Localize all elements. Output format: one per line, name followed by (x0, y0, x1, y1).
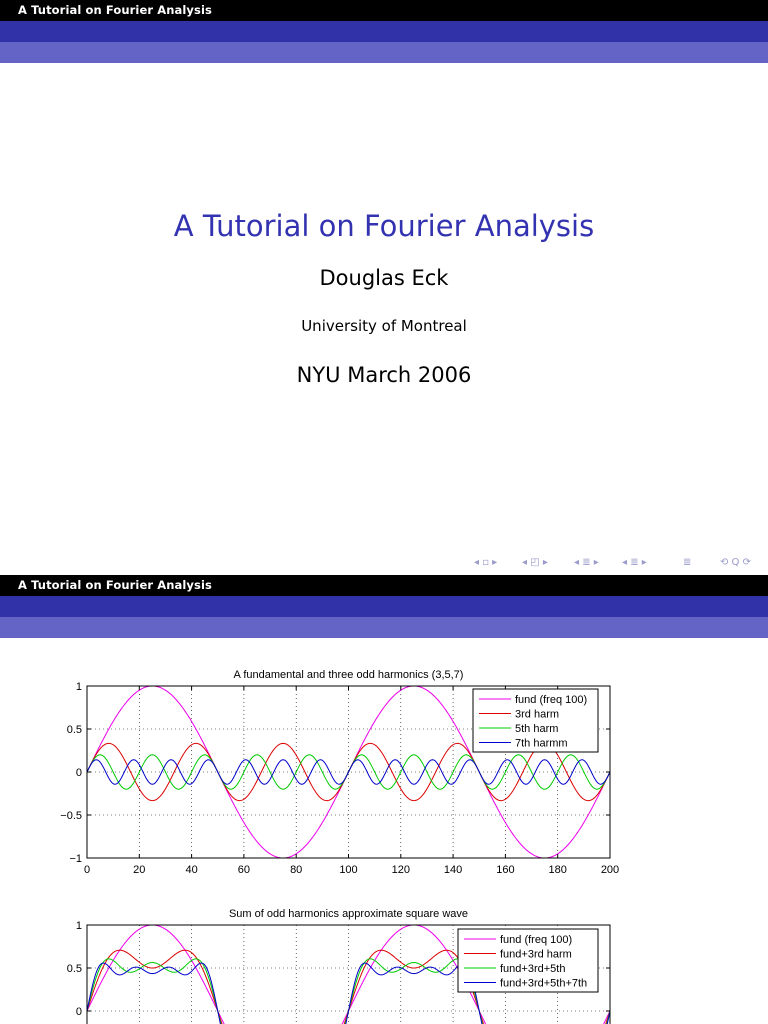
nav-search-icons[interactable]: ⟲ Q ⟳ (720, 557, 751, 568)
y-tick-label: 0 (75, 767, 82, 779)
x-tick-label: 0 (83, 864, 91, 875)
nav-doc-icon[interactable]: ≣ (683, 557, 692, 568)
nav-frame-icons[interactable]: ◂ ◰ ▸ (522, 557, 548, 568)
nav-section-icons[interactable]: ◂ ≣ ▸ (622, 557, 647, 568)
harmonics-chart (0, 655, 768, 875)
y-tick-label: 0.5 (66, 724, 82, 736)
legend-label: fund+3rd harm (500, 948, 572, 961)
chart-title: A fundamental and three odd harmonics (3,5,7) (233, 669, 464, 681)
legend-label: fund+3rd+5th (500, 963, 566, 975)
y-tick-label: 1 (75, 920, 82, 932)
legend-label: fund (freq 100) (500, 934, 573, 946)
chart-title: Sum of odd harmonics approximate square wave (228, 908, 469, 920)
y-tick-label: −0.5 (60, 810, 82, 822)
y-tick-label: −1 (69, 853, 82, 865)
nav-subsection-icons[interactable]: ◂ ≣ ▸ (574, 557, 599, 568)
x-tick-label: 60 (237, 864, 251, 875)
x-tick-label: 200 (600, 864, 620, 875)
header-band-light (0, 617, 768, 638)
navigation-bar (470, 553, 762, 573)
header-band-dark (0, 21, 768, 42)
x-tick-label: 120 (391, 864, 410, 875)
slide-header-bar (0, 0, 768, 21)
institution: University of Montreal (301, 317, 467, 335)
legend (458, 929, 598, 992)
chart-slide (0, 575, 768, 1024)
header-band-light (0, 42, 768, 63)
x-tick-label: 100 (339, 864, 358, 875)
presentation-title: A Tutorial on Fourier Analysis (173, 209, 595, 243)
x-tick-label: 140 (443, 864, 463, 875)
square-wave-chart (0, 900, 768, 1024)
legend-label: 5th harm (515, 723, 559, 735)
x-tick-label: 40 (185, 864, 198, 875)
x-tick-label: 20 (133, 864, 146, 875)
author-name: Douglas Eck (319, 266, 449, 290)
header-band-dark (0, 596, 768, 617)
presentation-date: NYU March 2006 (296, 363, 472, 387)
legend-label: 3rd harm (515, 708, 560, 721)
x-tick-label: 160 (496, 864, 515, 875)
legend-label: 7th harmm (515, 737, 568, 750)
nav-slide-icons[interactable]: ◂ ▫ ▸ (474, 557, 498, 568)
y-tick-label: 0.5 (66, 963, 82, 975)
slide-header-bar (0, 575, 768, 596)
legend-label: fund+3rd+5th+7th (500, 977, 588, 990)
header-title: A Tutorial on Fourier Analysis (18, 578, 212, 592)
y-tick-label: 0 (75, 1006, 82, 1018)
legend (473, 689, 598, 752)
x-tick-label: 180 (548, 864, 567, 875)
x-tick-label: 80 (290, 864, 303, 875)
header-title: A Tutorial on Fourier Analysis (18, 3, 212, 17)
legend-label: fund (freq 100) (515, 694, 588, 706)
y-tick-label: 1 (75, 681, 82, 693)
